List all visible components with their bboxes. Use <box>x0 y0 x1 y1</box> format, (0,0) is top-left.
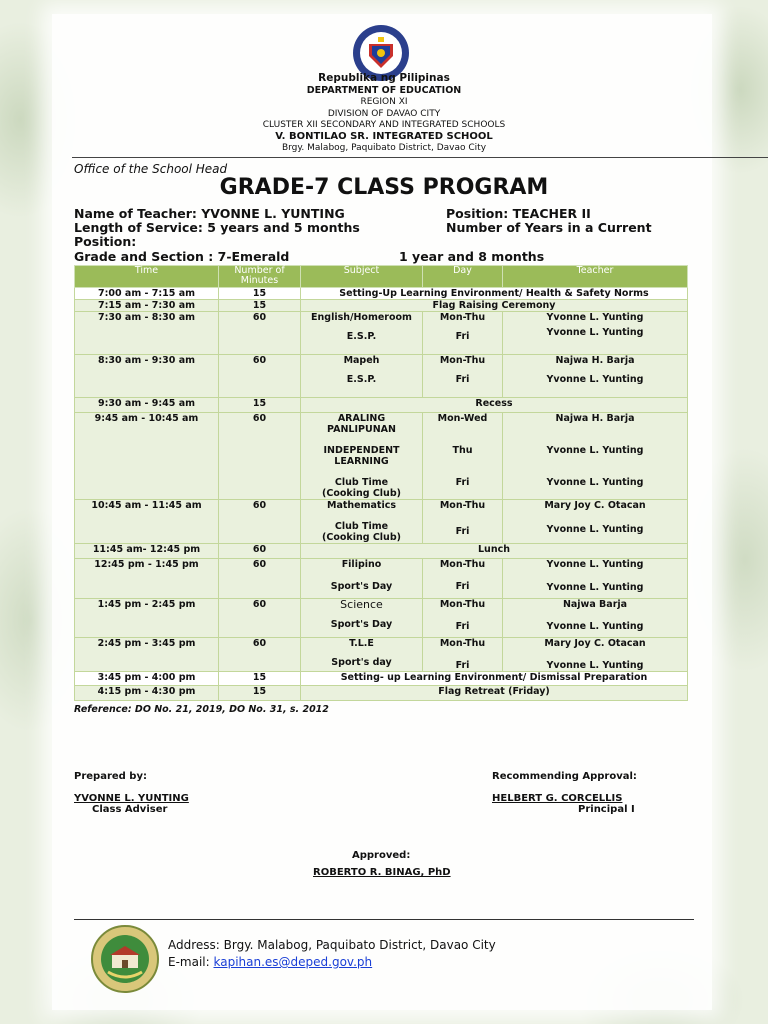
minutes-cell: 15 <box>219 398 301 413</box>
day-2: Fri <box>455 581 470 592</box>
subject-1: English/Homeroom <box>311 312 412 323</box>
day-2: Fri <box>455 331 470 342</box>
table-row <box>75 312 688 355</box>
prepared-role: Class Adviser <box>92 804 168 815</box>
grade-value: 7-Emerald <box>217 249 290 264</box>
position-label: Position: <box>446 206 509 221</box>
subject-2: Club Time (Cooking Club) <box>322 521 401 543</box>
approved-name: ROBERTO R. BINAG, PhD <box>313 867 451 878</box>
page-title: GRADE-7 CLASS PROGRAM <box>219 175 549 200</box>
teacher-2: Yvonne L. Yunting <box>546 327 644 338</box>
footer-address: Address: Brgy. Malabog, Paquibato District, Davao City <box>168 938 496 952</box>
email-link[interactable]: kapihan.es@deped.gov.ph <box>213 955 373 969</box>
col-header-teacher: Teacher <box>503 266 688 288</box>
teacher-cell <box>503 638 688 672</box>
minutes-cell: 60 <box>219 599 301 638</box>
subject-cell <box>301 559 423 599</box>
subject-1: ARALING PANLIPUNAN <box>327 413 396 435</box>
day-cell <box>423 638 503 672</box>
approved-label: Approved: <box>352 850 411 861</box>
subject-2: Sport's day <box>331 657 392 668</box>
activity-cell: Setting-Up Learning Environment/ Health & Safety Norms <box>301 288 688 300</box>
subject-cell <box>301 599 423 638</box>
teacher-1: Mary Joy C. Otacan <box>544 638 646 649</box>
teacher-cell <box>503 599 688 638</box>
teacher-value: YVONNE L. YUNTING <box>201 206 345 221</box>
class-program-table <box>74 265 688 701</box>
table-header-row <box>75 266 688 288</box>
subject-2: Sport's Day <box>330 619 393 630</box>
minutes-cell: 60 <box>219 312 301 355</box>
activity-cell: Flag Retreat (Friday) <box>301 686 688 701</box>
day-cell <box>423 413 503 500</box>
subject-2: E.S.P. <box>346 331 377 342</box>
time-cell: 8:30 am - 9:30 am <box>75 355 219 398</box>
office-label: Office of the School Head <box>74 162 228 176</box>
header-address: Brgy. Malabog, Paquibato District, Davao City <box>281 143 487 153</box>
time-cell: 12:45 pm - 1:45 pm <box>75 559 219 599</box>
teacher-2: Yvonne L. Yunting <box>546 524 644 535</box>
day-2: Fri <box>455 621 470 632</box>
col-header-minutes: Number of Minutes <box>219 266 301 288</box>
day-1: Mon-Wed <box>437 413 488 424</box>
position-info <box>446 206 591 221</box>
email-label: E-mail: <box>168 955 214 969</box>
activity-cell: Lunch <box>301 544 688 559</box>
time-cell: 7:00 am - 7:15 am <box>75 288 219 300</box>
table-row <box>75 559 688 599</box>
minutes-cell: 15 <box>219 686 301 701</box>
subject-1: Mapeh <box>343 355 380 366</box>
day-1: Mon-Thu <box>439 312 486 323</box>
subject-3: Club Time (Cooking Club) <box>322 477 401 499</box>
activity-cell: Flag Raising Ceremony <box>301 300 688 312</box>
footer-email <box>168 955 372 969</box>
minutes-cell: 60 <box>219 544 301 559</box>
service-label: Length of Service: <box>74 220 203 235</box>
teacher-cell <box>503 413 688 500</box>
teacher-info <box>74 206 345 221</box>
minutes-cell: 60 <box>219 500 301 544</box>
subject-2: INDEPENDENT LEARNING <box>323 445 400 467</box>
day-2: Thu <box>452 445 473 456</box>
subject-1: Filipino <box>341 559 382 570</box>
teacher-2: Yvonne L. Yunting <box>546 660 644 671</box>
table-row <box>75 672 688 686</box>
day-1: Mon-Thu <box>439 599 486 610</box>
prepared-name: YVONNE L. YUNTING <box>74 793 189 804</box>
time-cell: 1:45 pm - 2:45 pm <box>75 599 219 638</box>
activity-cell: Recess <box>301 398 688 413</box>
teacher-1: Mary Joy C. Otacan <box>544 500 646 511</box>
teacher-cell <box>503 355 688 398</box>
teacher-2: Yvonne L. Yunting <box>546 582 644 593</box>
position2-label: Position: <box>74 234 137 249</box>
header-region: REGION XI <box>360 97 408 107</box>
day-1: Mon-Thu <box>439 500 486 511</box>
day-2: Fri <box>455 526 470 537</box>
minutes-cell: 15 <box>219 672 301 686</box>
subject-cell <box>301 500 423 544</box>
day-cell <box>423 599 503 638</box>
teacher-1: Najwa Barja <box>562 599 628 610</box>
subject-cell <box>301 355 423 398</box>
teacher-cell <box>503 559 688 599</box>
col-header-time: Time <box>75 266 219 288</box>
header-cluster: CLUSTER XII SECONDARY AND INTEGRATED SCHOOLS <box>262 120 506 130</box>
subject-cell <box>301 638 423 672</box>
minutes-cell: 60 <box>219 638 301 672</box>
subject-cell <box>301 312 423 355</box>
time-cell: 10:45 am - 11:45 am <box>75 500 219 544</box>
day-3: Fri <box>455 477 470 488</box>
time-cell: 7:15 am - 7:30 am <box>75 300 219 312</box>
teacher-cell <box>503 500 688 544</box>
minutes-cell: 15 <box>219 300 301 312</box>
footer-divider <box>74 919 694 920</box>
subject-1: T.L.E <box>349 638 374 649</box>
subject-2: E.S.P. <box>346 374 377 385</box>
subject-1: Mathematics <box>326 500 396 511</box>
service-info <box>74 220 360 235</box>
recommending-label: Recommending Approval: <box>492 771 637 782</box>
header-divider <box>72 157 768 158</box>
teacher-1: Yvonne L. Yunting <box>546 312 644 323</box>
position-value: TEACHER II <box>512 206 591 221</box>
time-cell: 2:45 pm - 3:45 pm <box>75 638 219 672</box>
header-division: DIVISION OF DAVAO CITY <box>327 109 441 119</box>
table-row <box>75 355 688 398</box>
teacher-1: Yvonne L. Yunting <box>546 559 644 570</box>
time-cell: 4:15 pm - 4:30 pm <box>75 686 219 701</box>
subject-1: Science <box>340 598 383 611</box>
time-cell: 3:45 pm - 4:00 pm <box>75 672 219 686</box>
table-row <box>75 413 688 500</box>
teacher-label: Name of Teacher: <box>74 206 197 221</box>
school-emblem-icon <box>90 924 160 994</box>
header-department: DEPARTMENT OF EDUCATION <box>306 85 462 96</box>
teacher-2: Yvonne L. Yunting <box>546 621 644 632</box>
recommending-role: Principal I <box>578 804 635 815</box>
service-value: 5 years and 5 months <box>207 220 360 235</box>
table-row <box>75 398 688 413</box>
minutes-cell: 60 <box>219 559 301 599</box>
day-2: Fri <box>455 374 470 385</box>
teacher-3: Yvonne L. Yunting <box>546 477 644 488</box>
activity-cell: Setting- up Learning Environment/ Dismissal Preparation <box>301 672 688 686</box>
table-row <box>75 288 688 300</box>
day-1: Mon-Thu <box>439 638 486 649</box>
teacher-2: Yvonne L. Yunting <box>546 445 644 456</box>
day-2: Fri <box>455 660 470 671</box>
years-label: Number of Years in a Current <box>446 220 652 235</box>
minutes-cell: 15 <box>219 288 301 300</box>
table-row <box>75 638 688 672</box>
header-republic: Republika ng Pilipinas <box>318 72 450 84</box>
header-school: V. BONTILAO SR. INTEGRATED SCHOOL <box>275 131 493 142</box>
table-row <box>75 686 688 701</box>
day-cell <box>423 312 503 355</box>
grade-label: Grade and Section : <box>74 249 214 264</box>
teacher-1: Najwa H. Barja <box>555 355 635 366</box>
day-cell <box>423 500 503 544</box>
minutes-cell: 60 <box>219 413 301 500</box>
subject-cell <box>301 413 423 500</box>
teacher-1: Najwa H. Barja <box>555 413 635 424</box>
day-cell <box>423 355 503 398</box>
day-1: Mon-Thu <box>439 559 486 570</box>
table-row <box>75 500 688 544</box>
years-value: 1 year and 8 months <box>399 249 545 264</box>
time-cell: 9:30 am - 9:45 am <box>75 398 219 413</box>
table-row <box>75 544 688 559</box>
col-header-subject: Subject <box>301 266 423 288</box>
day-1: Mon-Thu <box>439 355 486 366</box>
teacher-2: Yvonne L. Yunting <box>546 374 644 385</box>
recommending-name: HELBERT G. CORCELLIS <box>492 793 623 804</box>
table-row <box>75 599 688 638</box>
day-cell <box>423 559 503 599</box>
teacher-cell <box>503 312 688 355</box>
reference-note: Reference: DO No. 21, 2019, DO No. 31, s. 2012 <box>74 704 329 715</box>
time-cell: 9:45 am - 10:45 am <box>75 413 219 500</box>
subject-2: Sport's Day <box>330 581 393 592</box>
col-header-day: Day <box>423 266 503 288</box>
time-cell: 7:30 am - 8:30 am <box>75 312 219 355</box>
table-row <box>75 300 688 312</box>
prepared-label: Prepared by: <box>74 771 147 782</box>
grade-info <box>74 249 289 264</box>
time-cell: 11:45 am- 12:45 pm <box>75 544 219 559</box>
minutes-cell: 60 <box>219 355 301 398</box>
